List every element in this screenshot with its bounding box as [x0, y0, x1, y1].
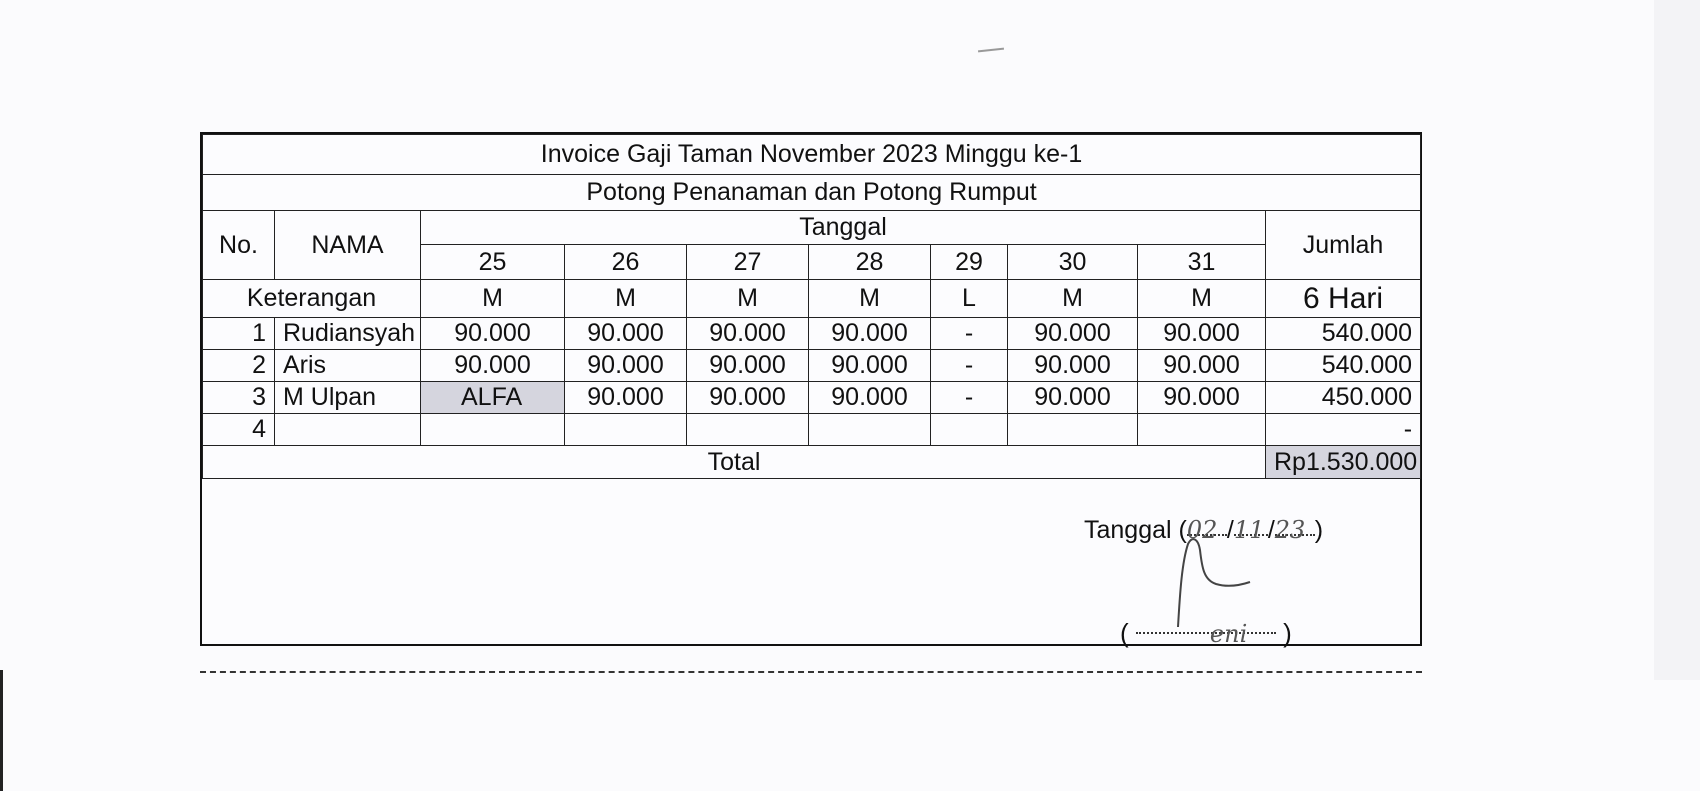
- row-value: 90.000: [687, 318, 809, 350]
- row-value: 90.000: [421, 318, 565, 350]
- row-value: -: [931, 382, 1008, 414]
- row-total: 540.000: [1266, 350, 1421, 382]
- handwritten-day: 02: [1186, 516, 1218, 544]
- row-value: [565, 414, 687, 446]
- row-value: 90.000: [1008, 382, 1138, 414]
- row-name: [275, 414, 421, 446]
- row-value: 90.000: [1008, 318, 1138, 350]
- invoice-title: Invoice Gaji Taman November 2023 Minggu ke-1: [203, 135, 1421, 175]
- scan-speck: [978, 48, 1004, 53]
- row-value: [931, 414, 1008, 446]
- status-cell: L: [931, 280, 1008, 318]
- row-value: 90.000: [1138, 382, 1266, 414]
- scan-edge: [1654, 0, 1700, 680]
- table-row: [203, 414, 1421, 446]
- status-cell: M: [1138, 280, 1266, 318]
- row-name: Rudiansyah: [275, 318, 421, 350]
- days-total: 6 Hari: [1266, 280, 1421, 318]
- row-total: 450.000: [1266, 382, 1421, 414]
- signature-name-open: (: [1120, 618, 1129, 648]
- date-cell: 31: [1138, 245, 1266, 280]
- handwritten-month: 11: [1233, 516, 1265, 544]
- status-cell: M: [809, 280, 931, 318]
- row-value: 90.000: [809, 350, 931, 382]
- handwritten-name: eni: [1209, 620, 1248, 648]
- status-cell: M: [687, 280, 809, 318]
- row-value: -: [931, 318, 1008, 350]
- invoice-table: [202, 134, 1421, 479]
- date-cell: 29: [931, 245, 1008, 280]
- row-value: -: [931, 350, 1008, 382]
- cut-line: [200, 671, 1422, 673]
- header-tanggal: Tanggal: [421, 211, 1266, 245]
- row-value: [1008, 414, 1138, 446]
- date-cell: 28: [809, 245, 931, 280]
- row-no: 3: [203, 382, 275, 414]
- date-cell: 25: [421, 245, 565, 280]
- table-row: [203, 350, 1421, 382]
- row-name: Aris: [275, 350, 421, 382]
- date-cell: 26: [565, 245, 687, 280]
- status-cell: M: [565, 280, 687, 318]
- status-cell: M: [1008, 280, 1138, 318]
- row-value: 90.000: [421, 350, 565, 382]
- row-value: 90.000: [565, 350, 687, 382]
- row-total: -: [1266, 414, 1421, 446]
- row-value: 90.000: [809, 382, 931, 414]
- signature-name-close: ): [1283, 618, 1292, 648]
- row-value: [809, 414, 931, 446]
- row-value: [687, 414, 809, 446]
- row-value: 90.000: [565, 318, 687, 350]
- header-jumlah: Jumlah: [1266, 211, 1421, 280]
- row-no: 4: [203, 414, 275, 446]
- row-value: 90.000: [687, 350, 809, 382]
- signature-date-label: Tanggal (: [1084, 516, 1187, 544]
- row-value: 90.000: [687, 382, 809, 414]
- row-value: 90.000: [565, 382, 687, 414]
- signature-date-close: ): [1314, 516, 1324, 544]
- row-name: M Ulpan: [275, 382, 421, 414]
- row-no: 2: [203, 350, 275, 382]
- row-value: 90.000: [1138, 318, 1266, 350]
- date-cell: 27: [687, 245, 809, 280]
- signature-name: [1120, 618, 1292, 649]
- header-no: No.: [203, 211, 275, 280]
- row-value: [1138, 414, 1266, 446]
- date-cell: 30: [1008, 245, 1138, 280]
- handwritten-signature: [1120, 532, 1270, 632]
- table-row: [203, 382, 1421, 414]
- row-no: 1: [203, 318, 275, 350]
- row-value: 90.000: [1008, 350, 1138, 382]
- header-nama: NAMA: [275, 211, 421, 280]
- grand-total: Rp1.530.000: [1266, 446, 1421, 479]
- row-value: [421, 414, 565, 446]
- handwritten-year: 23: [1274, 516, 1306, 544]
- row-value: 90.000: [1138, 350, 1266, 382]
- row-total: 540.000: [1266, 318, 1421, 350]
- row-value: 90.000: [809, 318, 931, 350]
- table-row: [203, 318, 1421, 350]
- invoice-subtitle: Potong Penanaman dan Potong Rumput: [203, 175, 1421, 211]
- keterangan-label: Keterangan: [203, 280, 421, 318]
- alfa-cell: ALFA: [421, 382, 565, 414]
- status-cell: M: [421, 280, 565, 318]
- invoice-sheet: [200, 132, 1422, 646]
- total-label: Total: [203, 446, 1266, 479]
- signature-date: Tanggal (02 /11 /23 ): [1084, 516, 1324, 544]
- scan-edge-left: [0, 670, 3, 791]
